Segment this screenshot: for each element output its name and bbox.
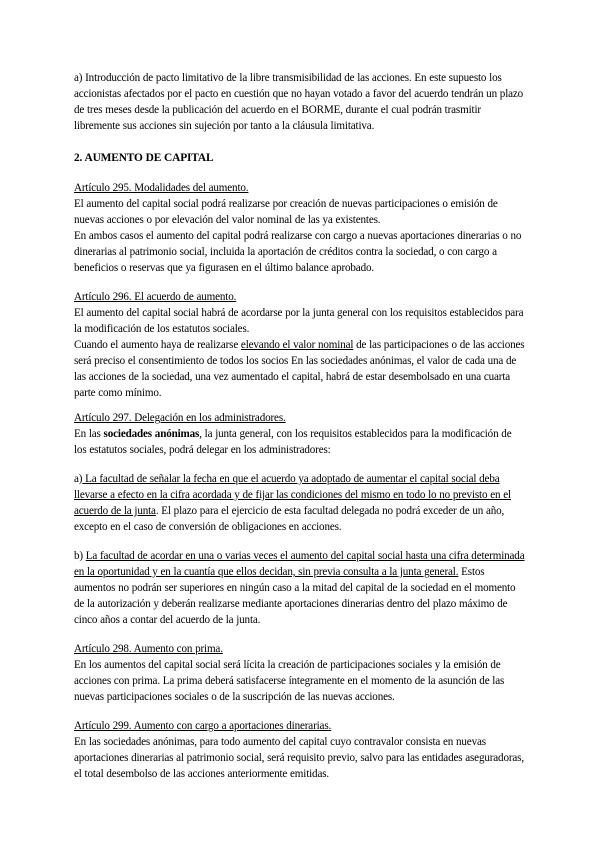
article-296 [74,289,526,401]
intro-paragraph [74,70,526,134]
article-299-paragraph-1: En las sociedades anónimas, para todo aumento del capital cuyo contravalor consista en nuevas aportaciones dinerarias al patrimonio social, será requisito previo, salvo para las entidades aseguradoras, el total desembolso de las acciones anteriormente emitidas. [74,736,524,780]
article-297-item-b [74,548,526,628]
article-295 [74,180,526,276]
article-298 [74,641,526,705]
article-297-item-a [74,471,526,535]
article-297-text-a: En las [74,428,104,440]
section-title: 2. AUMENTO DE CAPITAL [74,152,214,164]
item-b-rest: Estos aumentos no podrán ser superiores en ningún caso a la mitad del capital de la sociedad en el momento de la autorización y deberán realizarse mediante aportaciones dinerarias dentro del plazo máximo de cinco años a contar del acuerdo de la junta. [74,566,516,626]
article-297-heading: Artículo 297. Delegación en los administradores. [74,412,286,424]
section-heading-block [74,150,526,166]
item-a-rest: . El plazo para el ejercicio de esta facultad delegada no podrá exceder de un año, excepto en el caso de conversión de obligaciones en acciones. [74,505,505,533]
item-b-underlined: La facultad de acordar en una o varias veces el aumento del capital social hasta una cifra determinada en la oportunidad y en la cuantía que ellos decidan, sin previa consulta a la junta general. [74,550,525,578]
article-298-heading: Artículo 298. Aumento con prima. [74,643,223,655]
article-296-underlined-phrase: elevando el valor nominal [240,339,354,351]
article-299-heading: Artículo 299. Aumento con cargo a aportaciones dinerarias. [74,720,332,732]
item-b-paragraph [74,548,526,628]
article-295-paragraph-1: El aumento del capital social podrá realizarse por creación de nuevas participaciones o emisión de nuevas acciones o por elevación del valor nominal de las ya existentes. [74,198,498,226]
article-296-heading: Artículo 296. El acuerdo de aumento. [74,291,237,303]
article-297-bold-phrase: sociedades anónimas [103,428,200,440]
article-297 [74,410,526,458]
article-297-paragraph-1 [74,426,526,458]
intro-text: a) Introducción de pacto limitativo de la libre transmisibilidad de las acciones. En este supuesto los accionistas afectados por el pacto en cuestión que no hayan votado a favor del acuerdo tendrán un plazo de tres meses desde la publicación del acuerdo en el BORME, durante el cual podrán trasmitir libremente sus acciones sin sujeción por tanto a la cláusula limitativa. [74,72,524,132]
item-a-underlined: La facultad de señalar la fecha en que el acuerdo ya adoptado de aumentar el capital social deba llevarse a efecto en la cifra acordada y de fijar las condiciones del mismo en todo lo no previsto en el acuerdo de la junta [74,473,511,517]
item-a-prefix: a) [74,473,83,485]
article-297-text-c: , la junta general, con los requisitos establecidos para la modificación de los estatutos sociales, podrá delegar en los administradores: [74,428,512,456]
article-296-paragraph-2 [74,337,526,401]
article-295-paragraph-2: En ambos casos el aumento del capital podrá realizarse con cargo a nuevas aportaciones dinerarias o no dinerarias al patrimonio social, incluida la aportación de créditos contra la sociedad, o con cargo a beneficios o reservas que ya figurasen en el último balance aprobado. [74,230,522,274]
article-299 [74,718,526,782]
article-298-paragraph-1: En los aumentos del capital social será lícita la creación de participaciones sociales y la emisión de acciones con prima. La prima deberá satisfacerse íntegramente en el momento de la asunción de las nuevas participaciones sociales o de la suscripción de las nuevas acciones. [74,659,505,703]
article-296-text-b: de las participaciones o de las acciones será preciso el consentimiento de todos los socios En las sociedades anónimas, el valor de cada una de las acciones de la sociedad, una vez aumentado el capital, habrá de estar desembolsado en una cuarta parte como mínimo. [74,339,525,399]
article-296-paragraph-1: El aumento del capital social habrá de acordarse por la junta general con los requisitos establecidos para la modificación de los estatutos sociales. [74,307,524,335]
item-a-paragraph [74,471,526,535]
article-296-text-a: Cuando el aumento haya de realizarse [74,339,241,351]
item-b-prefix: b) [74,550,86,562]
article-295-heading: Artículo 295. Modalidades del aumento. [74,182,249,194]
